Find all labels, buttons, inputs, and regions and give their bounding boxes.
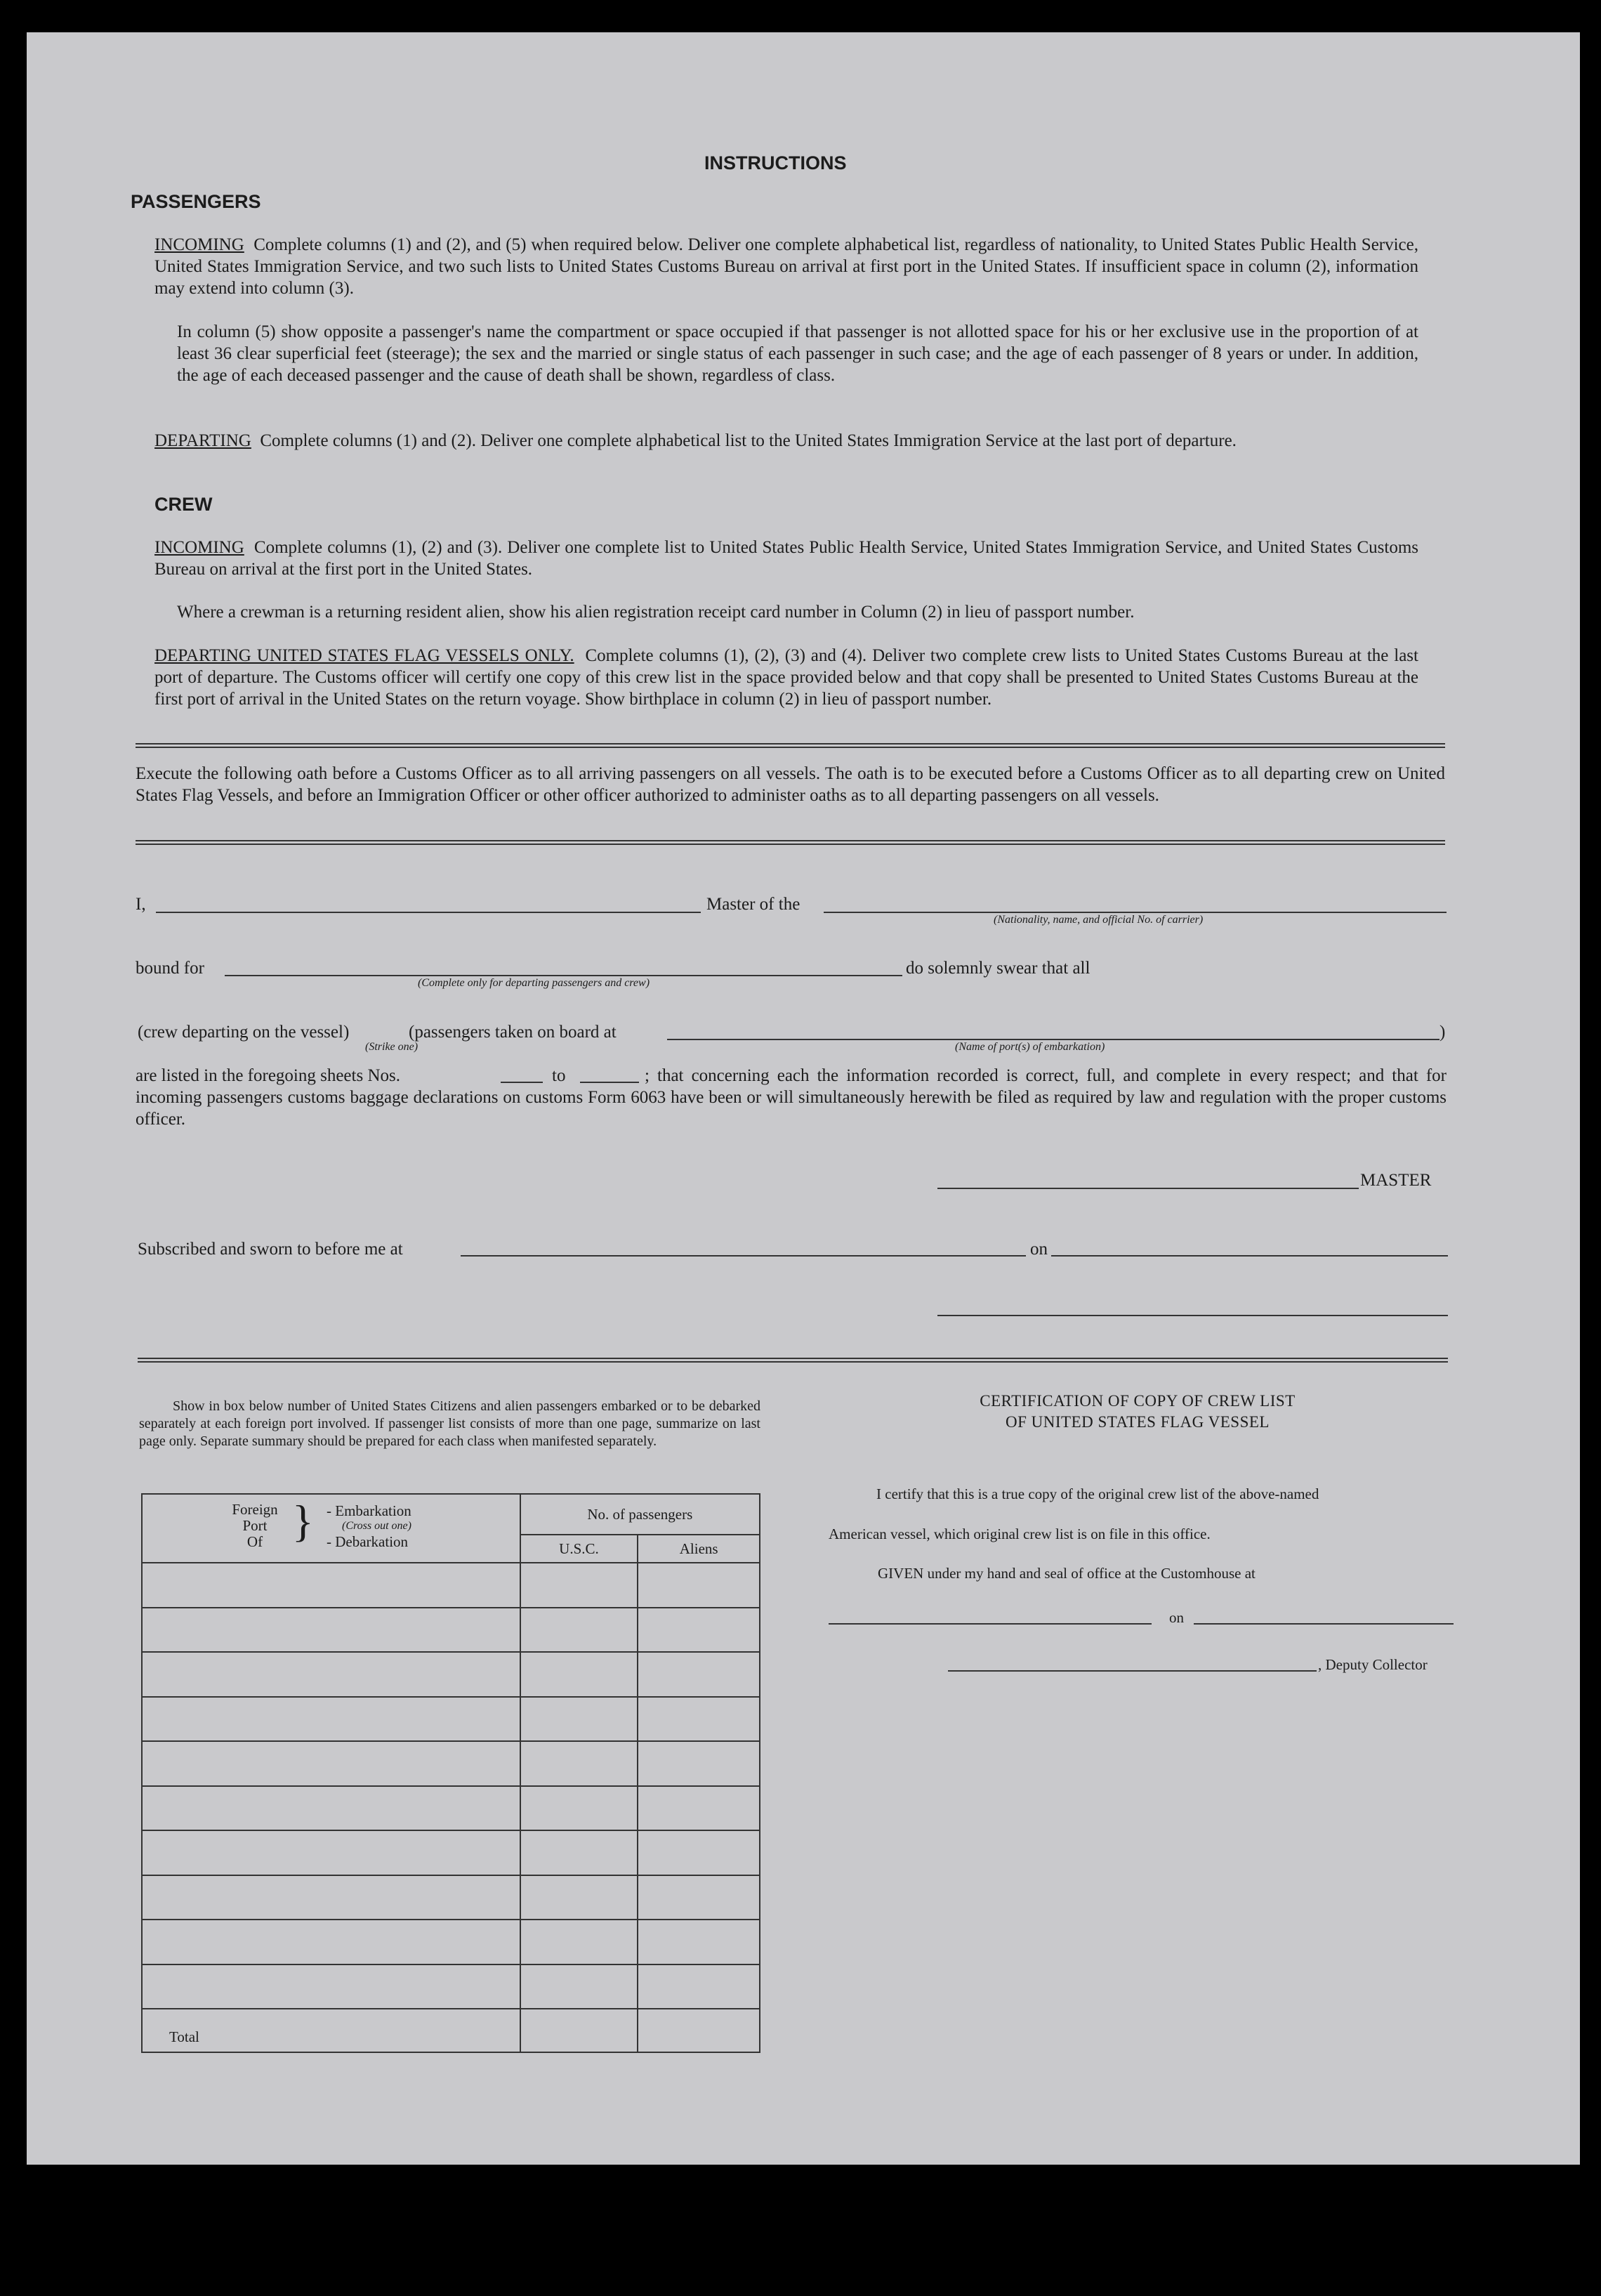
usc-cell[interactable]: [520, 1920, 638, 1964]
oath-passengers-taken: (passengers taken on board at: [409, 1023, 617, 1042]
oath-bound-for: bound for: [136, 959, 204, 978]
strike-one-caption: (Strike one): [365, 1041, 419, 1053]
oath-instruction: Execute the following oath before a Customs Officer as to all arriving passengers on all vessels. The oath is to be executed before a Customs Officer as to all departing crew on United States Flag Vessels, and before an Immigration Officer or other officer authorized to administer oaths as to all departing passengers on all vessels.: [136, 764, 1445, 805]
crew-departing-label: DEPARTING UNITED STATES FLAG VESSELS ONLY.: [154, 646, 574, 665]
brace-icon: }: [292, 1496, 314, 1546]
aliens-cell[interactable]: [638, 1608, 760, 1653]
certification-heading-1: CERTIFICATION OF COPY OF CREW LIST: [980, 1392, 1296, 1410]
oath-on: on: [1030, 1240, 1048, 1259]
crew-departing-block: [154, 645, 1418, 710]
usc-cell[interactable]: [520, 1786, 638, 1831]
oath-listed-a: are listed in the foregoing sheets Nos.: [136, 1066, 400, 1085]
port-cell[interactable]: [142, 1652, 520, 1697]
aliens-cell[interactable]: [638, 1697, 760, 1742]
passenger-summary-table: [141, 1493, 760, 2053]
master-signature-field[interactable]: [937, 1188, 1359, 1189]
usc-cell[interactable]: [520, 1875, 638, 1920]
passengers-incoming-text: Complete columns (1) and (2), and (5) when required below. Deliver one complete alphabetical list, regardless of nationality, to United States Public Health Service, United States Immigration Service, and two such lists to United States Customs Bureau on arrival at first port in the United States. If insufficient space in column (2), information may extend into column (3).: [154, 235, 1419, 298]
certification-date-field[interactable]: [1194, 1623, 1454, 1625]
deputy-collector-label: , Deputy Collector: [1318, 1656, 1428, 1673]
usc-cell[interactable]: [520, 1608, 638, 1653]
aliens-header: Aliens: [638, 1535, 760, 1563]
usc-cell[interactable]: [520, 1652, 638, 1697]
port-cell[interactable]: [142, 1920, 520, 1964]
carrier-field[interactable]: [824, 912, 1447, 913]
total-label: Total: [142, 2009, 520, 2052]
crew-incoming-text: Complete columns (1), (2) and (3). Deliver one complete list to United States Public Health Service, United States Immigration Service, and United States Customs Bureau on arrival at the first port in the United States.: [154, 538, 1418, 579]
crew-alien-text: Where a crewman is a returning resident alien, show his alien registration receipt card number in Column (2) in lieu of passport number.: [177, 603, 1135, 622]
port-header-c: Of: [246, 1533, 263, 1550]
close-paren: ): [1439, 1023, 1446, 1042]
deputy-signature-field[interactable]: [948, 1670, 1317, 1672]
debarkation-label: - Debarkation: [327, 1533, 409, 1550]
usc-cell[interactable]: [520, 1697, 638, 1742]
oath-listed-b: ; that concerning each the information recorded is correct, full, and complete in every respect; and that for incoming passengers customs baggage declarations on customs Form 6063 have been or will simultaneously herewith be filed as required by law and regulation with the proper customs officer.: [136, 1066, 1447, 1129]
crew-departing-text: Complete columns (1), (2), (3) and (4). Deliver two complete crew lists to United States Customs Bureau at the last port of departure. The Customs officer will certify one copy of this crew list in the space provided below and that copy shall be presented to United States Customs Bureau at the first port of arrival in the United States on the return voyage. Show birthplace in column (2) in lieu of passport number.: [154, 646, 1418, 709]
passengers-incoming-block: [154, 234, 1418, 299]
ports-field[interactable]: [667, 1039, 1439, 1040]
passengers-departing-text: Complete columns (1) and (2). Deliver one complete alphabetical list to the United States Immigration Service at the last port of departure.: [260, 431, 1237, 450]
aliens-total-cell[interactable]: [638, 2009, 760, 2052]
ports-caption: (Name of port(s) of embarkation): [955, 1041, 1105, 1053]
port-header-cell: [142, 1494, 520, 1563]
sworn-date-field[interactable]: [1051, 1255, 1448, 1257]
crew-heading: CREW: [154, 494, 213, 515]
aliens-cell[interactable]: [638, 1920, 760, 1964]
usc-total-cell[interactable]: [520, 2009, 638, 2052]
port-cell[interactable]: [142, 1875, 520, 1920]
master-label: MASTER: [1360, 1171, 1432, 1190]
oath-to: to: [552, 1066, 566, 1085]
crew-incoming-block: [154, 537, 1418, 580]
port-cell[interactable]: [142, 1697, 520, 1742]
oath-master-of: Master of the: [706, 895, 800, 914]
page-title: INSTRUCTIONS: [704, 152, 847, 173]
port-cell[interactable]: [142, 1608, 520, 1653]
oath-i-label: I,: [136, 895, 146, 914]
summary-note: Show in box below number of United States Citizens and alien passengers embarked or to be debarked separately at each foreign port involved. If passenger list consists of more than one page, summarize on last page only. Separate summary should be prepared for each class when manifested separately.: [139, 1398, 760, 1449]
aliens-cell[interactable]: [638, 1786, 760, 1831]
port-cell[interactable]: [142, 1786, 520, 1831]
aliens-cell[interactable]: [638, 1830, 760, 1875]
bound-caption: (Complete only for departing passengers and crew): [418, 977, 650, 989]
divider: [138, 1358, 1448, 1363]
certification-text-1: I certify that this is a true copy of the original crew list of the above-named: [876, 1485, 1319, 1502]
usc-header: U.S.C.: [520, 1535, 638, 1563]
aliens-cell[interactable]: [638, 1741, 760, 1786]
aliens-cell[interactable]: [638, 1563, 760, 1608]
port-cell[interactable]: [142, 1563, 520, 1608]
crew-incoming-label: INCOMING: [154, 538, 244, 557]
bound-for-field[interactable]: [225, 975, 902, 976]
aliens-cell[interactable]: [638, 1875, 760, 1920]
certification-text-3: GIVEN under my hand and seal of office at the Customhouse at: [878, 1565, 1256, 1582]
oath-swear: do solemnly swear that all: [906, 959, 1091, 978]
certification-text-2: American vessel, which original crew list is on file in this office.: [829, 1526, 1211, 1542]
passengers-departing-label: DEPARTING: [154, 431, 251, 450]
embarkation-label: - Embarkation: [327, 1502, 411, 1519]
port-header-a: Foreign: [232, 1501, 278, 1518]
passengers-heading: PASSENGERS: [131, 191, 261, 212]
passengers-departing-block: [154, 430, 1418, 452]
certification-heading-2: OF UNITED STATES FLAG VESSEL: [1006, 1413, 1270, 1431]
cross-out-label: (Cross out one): [342, 1520, 411, 1532]
usc-cell[interactable]: [520, 1964, 638, 2009]
passengers-incoming-label: INCOMING: [154, 235, 244, 254]
port-cell[interactable]: [142, 1830, 520, 1875]
usc-cell[interactable]: [520, 1830, 638, 1875]
oath-crew-departing: (crew departing on the vessel): [138, 1023, 350, 1042]
port-cell[interactable]: [142, 1741, 520, 1786]
divider: [136, 743, 1445, 748]
passengers-count-header: No. of passengers: [520, 1494, 760, 1535]
customhouse-field[interactable]: [829, 1623, 1152, 1625]
aliens-cell[interactable]: [638, 1964, 760, 2009]
port-header-b: Port: [242, 1517, 268, 1534]
divider: [136, 840, 1445, 845]
usc-cell[interactable]: [520, 1741, 638, 1786]
aliens-cell[interactable]: [638, 1652, 760, 1697]
master-name-field[interactable]: [156, 912, 701, 913]
sworn-place-field[interactable]: [461, 1255, 1026, 1257]
certification-on: on: [1169, 1609, 1184, 1626]
passengers-column5-text: In column (5) show opposite a passenger's name the compartment or space occupied if that passenger is not allotted space for his or her exclusive use in the proportion of at least 36 clear superficial feet (steerage); the sex and the married or single status of each passenger in such case; and the age of each passenger of 8 years or under. In addition, the age of each deceased passenger and the cause of death shall be shown, regardless of class.: [177, 322, 1418, 385]
officer-signature-field[interactable]: [937, 1315, 1448, 1316]
usc-cell[interactable]: [520, 1563, 638, 1608]
carrier-caption: (Nationality, name, and official No. of carrier): [994, 914, 1204, 926]
oath-subscribed: Subscribed and sworn to before me at: [138, 1240, 403, 1259]
port-cell[interactable]: [142, 1964, 520, 2009]
